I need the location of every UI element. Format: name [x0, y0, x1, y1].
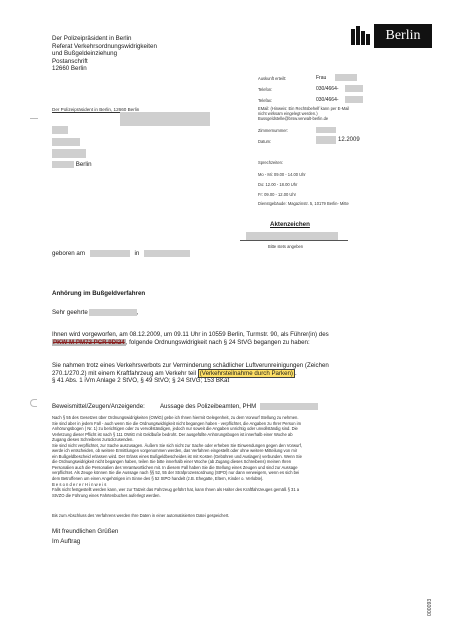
data-storage-note: Bis zum Abschluss des Verfahrens werden Ihre Daten in einer automatisierten Datei gespeichert. [52, 513, 230, 518]
hours-line: Mo - Mi: 09.00 - 14.00 Uhr [258, 172, 306, 177]
accusation-text: Ihnen wird vorgeworfen, am 08.12.2009, um 09.11 Uhr in 10559 Berlin, Turmstr. 90, als Führer(in) des [52, 331, 329, 338]
redacted-officer [260, 403, 318, 410]
aktenzeichen-hint: Bitte stets angeben [268, 244, 304, 249]
redacted-extension [345, 85, 363, 92]
email-address: Bussgeldstelle@brsw.verwalt-berlin.de [258, 116, 329, 121]
offence-period: . [294, 369, 297, 377]
redacted-birthdate [90, 250, 130, 257]
aktenzeichen-title: Aktenzeichen [270, 221, 310, 228]
fold-mark [30, 118, 38, 119]
auskunft-label: Auskunft erteilt: [258, 76, 287, 81]
vehicle-plate: PKW M PM72 PCR 9DI24 [53, 338, 125, 346]
notice-line: ein Bußgeldbescheid erlassen wird. Der Erlass eines Bußgeldbescheides ist mit Kosten (Gebühren und Auslagen) verbunden. Wenn Sie [52, 453, 302, 459]
bear-emblem-icon [350, 26, 372, 46]
email-line: nicht wirksam eingelegt werden.) [258, 111, 318, 116]
notice-line: werde ich entscheiden, ob weitere Ermittlungen vorgenommen werden, das Verfahren eingestellt oder ohne weitere Mitteilung von mir [52, 448, 298, 454]
witness-label: Beweismittel/Zeugen/Anzeigende: [52, 403, 145, 411]
special-notice-title: B e s o n d e r e r H i n w e i s [52, 481, 107, 487]
redacted-day [316, 136, 336, 144]
zimmer-label: Zimmernummer: [258, 128, 289, 133]
margin-page-number: 000093 [427, 598, 433, 616]
redacted-recipient [52, 149, 86, 158]
logo-wordmark: Berlin [374, 24, 432, 48]
born-in-label: in [134, 250, 140, 258]
hours-line: Do: 12.00 - 18.00 Uhr [258, 182, 298, 187]
recipient-city-line [52, 161, 92, 169]
redacted-birthplace [144, 250, 190, 257]
closing-auftrag: Im Auftrag [52, 538, 81, 545]
redacted-file-number [246, 232, 338, 240]
redacted-recipient [52, 138, 80, 146]
witness-line [52, 403, 448, 411]
offence-highlight: (Verkehrsteilnahme durch Parken) [199, 369, 293, 377]
offence-paragraph [52, 362, 448, 385]
notice-line: Personalien auch die Personalien des Verantwortlichen mit. In diesem Fall haben Sie die Stellung eines Zeugen und sind zur Aussage [52, 464, 298, 470]
email-line: EMail: (Hinweis: Ein Rechtsbehelf kann per E-Mail [258, 106, 350, 111]
offence-text: Sie nahmen trotz eines Verkehrsverbots zur Verminderung schädlicher Luftverunreinigungen (Zeichen [52, 362, 329, 369]
notice-line: Zugang dieses Schreibens zurückzusenden. [52, 437, 134, 443]
redacted-postcode [52, 161, 74, 168]
born-line [52, 250, 190, 258]
sender-block [52, 35, 272, 73]
salutation-line: Sehr geehrte , [52, 309, 139, 317]
notice-line: Falls nicht festgestellt werden kann, wer zur Tatzeit das Fahrzeug geführt hat, kann Ihnen als Halter des Kraftfahrzeuges gemäß § 31 a [52, 487, 300, 493]
auskunft-value: Frau [316, 75, 327, 81]
closing-greeting: Mit freundlichen Grüßen [52, 528, 119, 535]
telefon-label: Telefon: [258, 87, 273, 92]
legal-reference: § 41 Abs. 1 iVm Anlage 2 StVO, § 49 StVO; § 24 StVG; 153 BKat [52, 377, 230, 385]
notice-line: die Ordnungswidrigkeit nicht begangen haben, teilen Sie bitte innerhalb einer Woche (ab Zugang dieses Schreibens) meinen Ihren [52, 459, 292, 465]
redacted-recipient-name [120, 112, 210, 126]
return-address: Der Polizeipräsident in Berlin, 12660 Berlin [52, 107, 140, 112]
page-heading: Anhörung im Bußgeldverfahren [52, 290, 146, 297]
sender-line: Postanschrift [52, 57, 88, 65]
datum-label: Datum: [258, 139, 272, 144]
notice-line: Nach § 55 des Gesetzes über Ordnungswidrigkeiten (OWiG) gebe ich Ihnen hiermit Gelegenheit, zu dem Vorwurf Stellung zu nehmen. [52, 415, 299, 420]
notice-line: dem Betroffenen um einen Angehörigen im Sinne des § 52 StPO handelt (z.B. Ehegatte, Eltern, Kinder o. Verlobte). [52, 476, 264, 482]
witness-value: Aussage des Polizeibeamten, PHM [159, 403, 257, 411]
offence-text: 270.1/270.2) mit einem Kraftfahrzeug am Verkehr teil [52, 369, 197, 377]
sender-line: und Bußgeldeinziehung [52, 50, 118, 58]
redacted-recipient [52, 126, 68, 134]
recipient-city: Berlin [75, 161, 92, 169]
telefax-value: 030/4664- [316, 97, 339, 103]
datum-value: 12.2009 [338, 137, 360, 143]
notice-line: StVZO die Führung eines Fahrtenbuches auferlegt werden. [52, 492, 161, 498]
hours-line: Dienstgebäude: Magazinstr. 5, 10179 Berlin- Mitte [258, 201, 349, 206]
sender-line: Der Polizeipräsident in Berlin [52, 35, 132, 42]
born-label: geboren am [52, 250, 86, 258]
redacted-name [89, 309, 137, 316]
notice-line: verpflichtet. Als Zeuge können Sie die Aussage nach §§ 52, 55 der Strafprozessordnung (StPO) nur dann verweigern, wenn es sich bei [52, 470, 300, 476]
hours-title: Sprechzeiten: [258, 160, 284, 165]
aktenzeichen-divider [240, 240, 348, 241]
notice-line: Sie sind aber in jedem Fall - auch wenn Sie die Ordnungswidrigkeit nicht begangen haben - verpflichtet, die Angaben zu Ihrer Person im [52, 420, 302, 426]
salutation: Sehr geehrte [52, 309, 88, 317]
notice-line: Sie sind nicht verpflichtet, zur Sache auszusagen. Äußern Sie sich nicht zur Sache oder erheben Sie Einwendungen gegen den Vorwurf, [52, 442, 302, 448]
accusation-paragraph [52, 331, 448, 346]
redacted-extension [345, 96, 363, 103]
sender-line: 12660 Berlin [52, 65, 87, 73]
telefon-value: 030/4664- [316, 86, 339, 92]
sender-line: Referat Verkehrsordnungswidrigkeiten [52, 42, 157, 50]
redacted-name [335, 74, 357, 81]
notice-line: Verletzung dieser Pflicht ist nach § 111 OWiG mit Geldbuße bedroht. Der ausgefüllte Anhörungsbogen ist innerhalb einer Woche ab [52, 431, 293, 437]
accusation-text: , folgende Ordnungswidrigkeit nach § 24 StVG begangen zu haben: [125, 338, 310, 346]
telefax-label: Telefax: [258, 98, 273, 103]
punch-mark [30, 399, 37, 407]
legal-notice [52, 415, 448, 498]
notice-line: Anhörungsbogen ( Nr. 1) zu berichtigen oder zu vervollständigen, jedoch nur soweit die Angaben unrichtig oder unvollständig sind. Die [52, 426, 298, 432]
redacted-room [316, 127, 336, 133]
hours-line: Fr: 09.00 - 12.00 Uhr [258, 192, 296, 197]
